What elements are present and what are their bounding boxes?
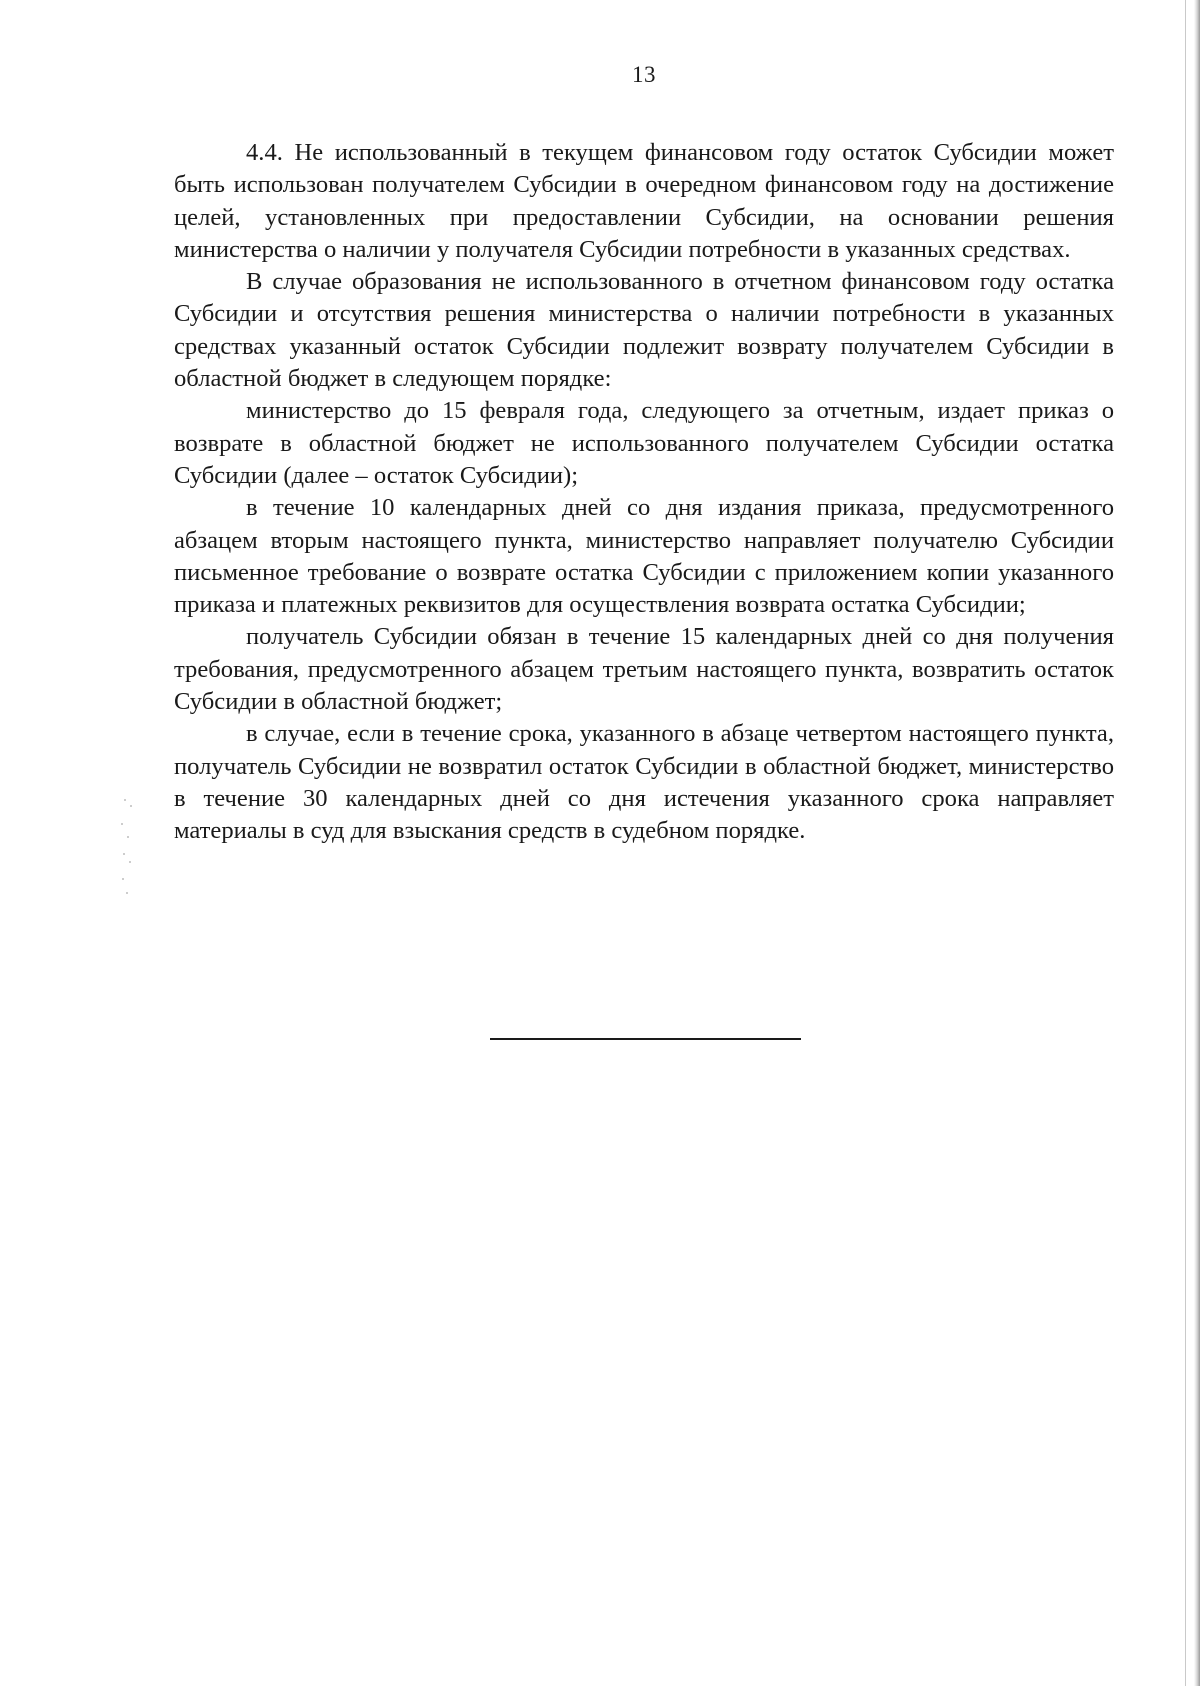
end-divider-line [490, 1038, 801, 1040]
document-body [174, 137, 1114, 848]
paragraph-court-recovery: в случае, если в течение срока, указанного в абзаце четвертом настоящего пункта, получатель Субсидии не возвратил остаток Субсидии в областной бюджет, министерство в течение 30 календарных дней со дня истечения указанного срока направляет материалы в суд для взыскания средств в судебном порядке. [174, 720, 1114, 845]
paragraph-written-demand: в течение 10 календарных дней со дня издания приказа, предусмотренного абзацем вторым настоящего пункта, министерство направляет получателю Субсидии письменное требование о возврате остатка Субсидии с приложением копии указанного приказа и платежных реквизитов для осуществления возврата остатка Субсидии; [174, 494, 1114, 619]
scan-edge-shadow [1194, 0, 1200, 1686]
scan-edge-line [1185, 0, 1186, 1686]
paragraph-unused-balance: В случае образования не использованного в отчетном финансовом году остатка Субсидии и отсутствия решения министерства о наличии потребности в указанных средствах указанный остаток Субсидии подлежит возврату получателем Субсидии в областной бюджет в следующем порядке: [174, 268, 1114, 393]
paragraph-4-4: 4.4. Не использованный в текущем финансовом году остаток Субсидии может быть использован получателем Субсидии в очередном финансовом году на достижение целей, установленных при предоставлении Субсидии, на основании решения министерства о наличии у получателя Субсидии потребности в указанных средствах. [174, 139, 1114, 263]
page-number: 13 [632, 62, 656, 87]
paragraph-ministry-order: министерство до 15 февраля года, следующего за отчетным, издает приказ о возврате в областной бюджет не использованного получателем Субсидии остатка Субсидии (далее – остаток Субсидии); [174, 397, 1114, 489]
paragraph-recipient-return: получатель Субсидии обязан в течение 15 календарных дней со дня получения требования, предусмотренного абзацем третьим настоящего пункта, возвратить остаток Субсидии в областной бюджет; [174, 623, 1114, 716]
scan-specks [118, 795, 138, 905]
